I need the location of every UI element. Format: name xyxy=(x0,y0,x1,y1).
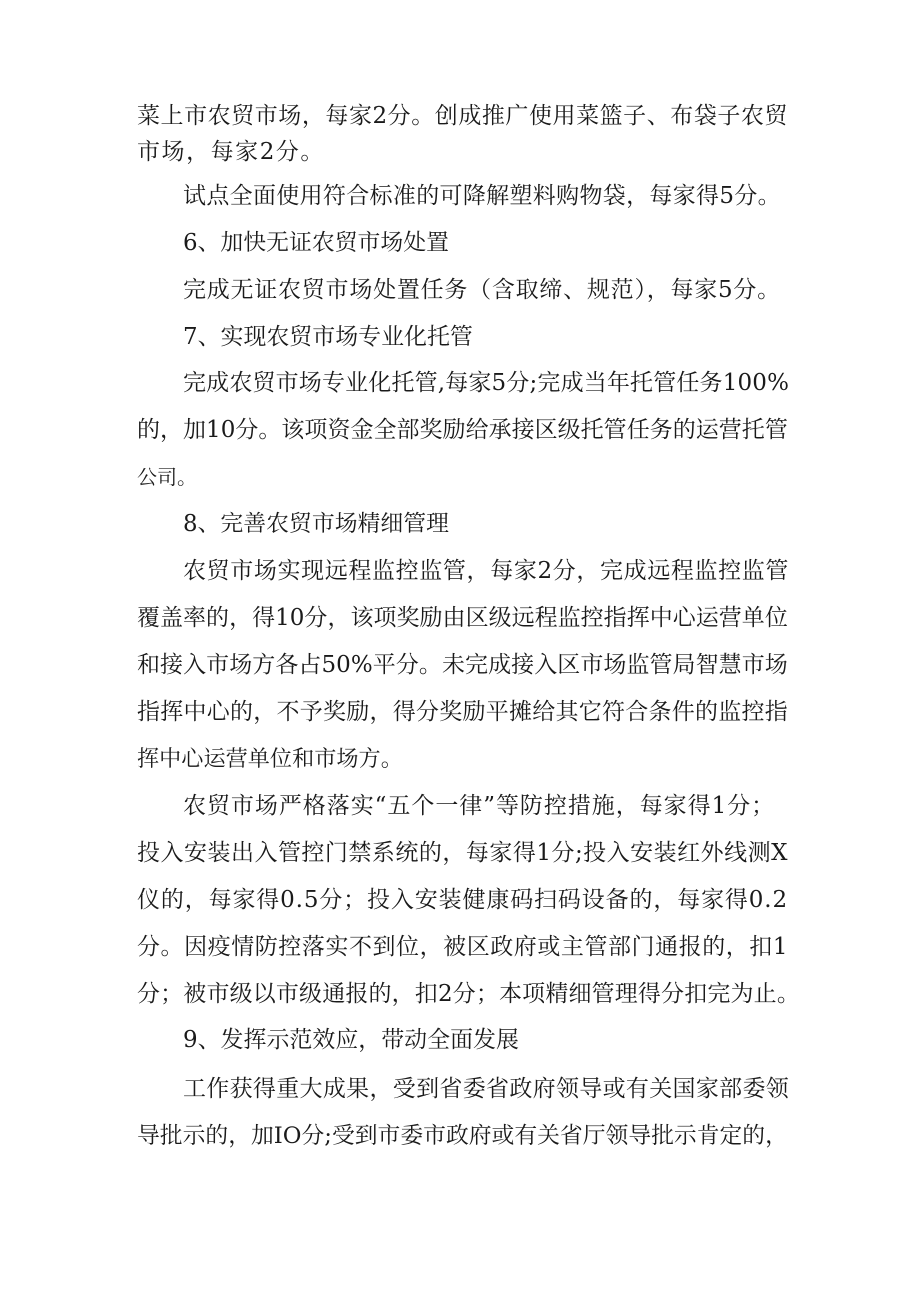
line-text: 的，加10分。该项资金全部奖励给承接区级托管任务的运营托管 xyxy=(137,417,788,443)
text-line xyxy=(0,647,920,683)
line-text: 农贸市场严格落实“五个一律”等防控措施，每家得1分； xyxy=(183,793,776,819)
text-line xyxy=(0,600,920,636)
line-text: 9、发挥示范效应，带动全面发展 xyxy=(183,1027,519,1053)
line-text: 7、实现农贸市场专业化托管 xyxy=(183,324,473,350)
text-line xyxy=(0,788,920,824)
text-line xyxy=(0,365,920,401)
line-text: 投入安装出入管控门禁系统的，每家得1分;投入安装红外线测X xyxy=(137,840,788,866)
text-line xyxy=(0,1071,920,1107)
text-line xyxy=(0,835,920,871)
text-line xyxy=(0,98,920,134)
line-text: 仪的，每家得0.5分；投入安装健康码扫码设备的，每家得0.2 xyxy=(137,887,788,913)
line-text: 菜上市农贸市场，每家2分。创成推广使用菜篮子、布袋子农贸 xyxy=(137,103,789,129)
text-line xyxy=(0,976,920,1012)
line-text: 公司。 xyxy=(137,465,197,489)
line-text: 试点全面使用符合标准的可降解塑料购物袋，每家得5分。 xyxy=(183,183,781,209)
text-line xyxy=(0,882,920,918)
line-text: 6、加快无证农贸市场处置 xyxy=(183,230,449,256)
text-line xyxy=(0,929,920,965)
text-line xyxy=(0,553,920,589)
line-text: 工作获得重大成果，受到省委省政府领导或有关国家部委领 xyxy=(183,1076,790,1102)
text-line xyxy=(0,694,920,730)
line-text: 市场，每家2分。 xyxy=(137,139,325,165)
text-line xyxy=(0,412,920,448)
line-text: 8、完善农贸市场精细管理 xyxy=(183,511,449,537)
line-text: 指挥中心的，不予奖励，得分奖励平摊给其它符合条件的监控指 xyxy=(137,699,788,725)
text-line xyxy=(0,272,920,308)
text-line xyxy=(0,459,920,495)
line-text: 覆盖率的，得10分，该项奖励由区级远程监控指挥中心运营单位 xyxy=(137,605,788,631)
text-line xyxy=(0,1118,920,1154)
section-heading xyxy=(0,225,920,261)
line-text: 完成无证农贸市场处置任务（含取缔、规范），每家5分。 xyxy=(183,277,781,303)
section-heading xyxy=(0,1022,920,1058)
line-text: 农贸市场实现远程监控监管，每家2分，完成远程监控监管 xyxy=(183,558,790,584)
text-line xyxy=(0,178,920,214)
text-line xyxy=(0,134,920,170)
line-text: 和接入市场方各占50%平分。未完成接入区市场监管局智慧市场 xyxy=(137,652,788,678)
line-text: 挥中心运营单位和市场方。 xyxy=(137,746,403,772)
text-line xyxy=(0,741,920,777)
line-text: 分。因疫情防控落实不到位，被区政府或主管部门通报的，扣1 xyxy=(137,934,789,960)
section-heading xyxy=(0,319,920,355)
line-text: 完成农贸市场专业化托管,每家5分;完成当年托管任务100% xyxy=(183,370,790,396)
section-heading xyxy=(0,506,920,542)
line-text: 分；被市级以市级通报的，扣2分；本项精细管理得分扣完为止。 xyxy=(137,981,800,1007)
line-text: 导批示的，加IO分;受到市委市政府或有关省厅领导批示肯定的， xyxy=(137,1123,788,1149)
